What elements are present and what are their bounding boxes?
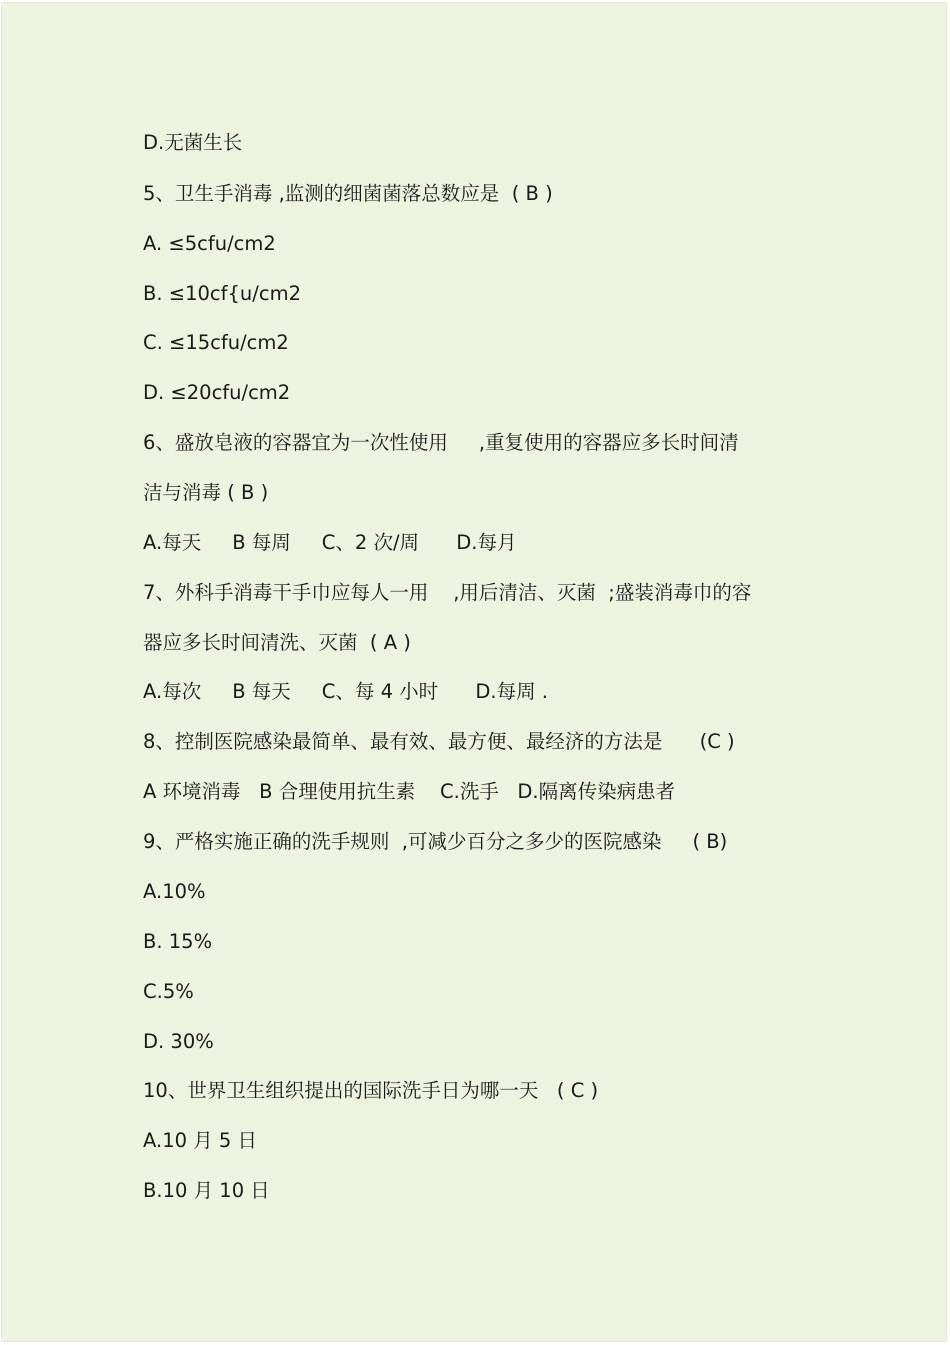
question-10: 10、世界卫生组织提出的国际洗手日为哪一天 ( C ) <box>143 1079 599 1102</box>
question-10-option-b: B.10 月 10 日 <box>143 1179 270 1202</box>
question-9-option-c: C.5% <box>143 980 194 1003</box>
option-d-no-bacterial-growth: D.无菌生长 <box>143 131 243 154</box>
question-9-option-a: A.10% <box>143 880 206 903</box>
question-5-option-d: D. ≤20cfu/cm2 <box>143 381 291 404</box>
question-5-option-b: B. ≤10cf{u/cm2 <box>143 282 301 305</box>
question-9-option-b: B. 15% <box>143 930 213 953</box>
question-5-option-a: A. ≤5cfu/cm2 <box>143 232 276 255</box>
question-10-option-a: A.10 月 5 日 <box>143 1129 258 1152</box>
question-6: 6、盛放皂液的容器宜为一次性使用 ,重复使用的容器应多长时间清 <box>143 431 739 454</box>
question-5-option-c: C. ≤15cfu/cm2 <box>143 331 289 354</box>
question-7-continued: 器应多长时间清洗、灭菌 ( A ) <box>143 631 411 654</box>
question-6-options: A.每天 B 每周 C、2 次/周 D.每月 <box>143 531 517 554</box>
question-7-options: A.每次 B 每天 C、每 4 小时 D.每周 . <box>143 680 548 703</box>
question-8: 8、控制医院感染最简单、最有效、最方便、最经济的方法是 (C ) <box>143 730 735 753</box>
question-8-options: A 环境消毒 B 合理使用抗生素 C.洗手 D.隔离传染病患者 <box>143 780 676 803</box>
question-6-continued: 洁与消毒 ( B ) <box>143 481 269 504</box>
question-7: 7、外科手消毒干手巾应每人一用 ,用后清洁、灭菌 ;盛装消毒巾的容 <box>143 581 752 604</box>
question-9: 9、严格实施正确的洗手规则 ,可减少百分之多少的医院感染 ( B) <box>143 830 728 853</box>
question-9-option-d: D. 30% <box>143 1030 214 1053</box>
question-5: 5、卫生手消毒 ,监测的细菌菌落总数应是 ( B ) <box>143 182 553 205</box>
